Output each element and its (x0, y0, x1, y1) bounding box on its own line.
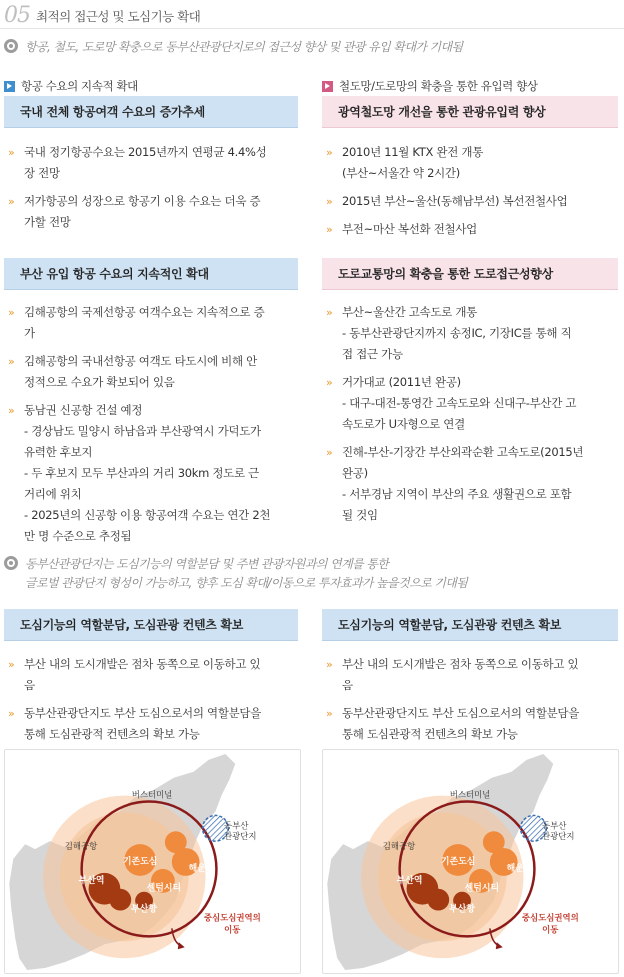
right-list-1 (322, 142, 618, 247)
busan-map-left (4, 749, 301, 974)
list-item-line: 거리에 위치 (24, 487, 82, 501)
center-shift-label-1: 중심도심권역의 (203, 912, 261, 923)
section-number: 05 (4, 3, 30, 28)
east-busan-label-1: 동부산 (224, 820, 249, 831)
shift-arrow-head (178, 942, 185, 949)
left-list-1 (4, 142, 298, 240)
list-item (4, 351, 298, 393)
list-item-line: » 동부산관광단지도 부산 도심으로서의 역할분담을 (24, 706, 262, 720)
list-item-line: » 부산 내의 도시개발은 점차 동쪽으로 이동하고 있 (24, 657, 261, 671)
gimhae-airport-label: 김해공항 (382, 841, 416, 852)
left-box-2: 부산 유입 항공 수요의 지속적인 확대 (4, 258, 298, 290)
center-shift-label-2: 이동 (542, 924, 559, 935)
left-heading-text: 항공 수요의 지속적 확대 (21, 79, 138, 93)
left-box-1: 국내 전체 항공여객 수요의 증가추세 (4, 96, 298, 128)
busan-station-label: 부산역 (396, 875, 423, 886)
list-item-line: 될 것임 (342, 508, 378, 522)
title-divider (0, 28, 624, 29)
shift-arrow-head (496, 942, 503, 949)
centum-city-label: 센텀시티 (146, 883, 182, 894)
centum-city-label: 센텀시티 (464, 883, 500, 894)
right-column-heading (322, 78, 538, 94)
list-item-line: » 동부산관광단지도 부산 도심으로서의 역할분담을 (342, 706, 580, 720)
target-icon (4, 39, 18, 53)
list-item-line: 음 (342, 678, 353, 692)
list-item (322, 654, 618, 696)
list-item-line: » 김해공항의 국내선항공 여객도 타도시에 비해 안 (24, 354, 257, 368)
list-item-line: 만 명 수준으로 추정됨 (24, 529, 132, 543)
list-item-line: 접 접근 가능 (342, 347, 403, 361)
haeundae-label: 해운대 (188, 863, 215, 874)
list-item (4, 142, 298, 184)
existing-center-label: 기존도심 (122, 856, 158, 867)
list-item-line: - 2025년의 신공항 이용 항공여객 수요는 연간 2천 (24, 508, 271, 522)
summary-1 (4, 38, 463, 57)
list-item-line: » 부산 내의 도시개발은 점차 동쪽으로 이동하고 있 (342, 657, 579, 671)
right-box-2: 도로교통망의 확충을 통한 도로접근성향상 (322, 258, 618, 290)
list-item-line: » 부전~마산 복선화 전철사업 (342, 222, 477, 236)
bottom-left-box: 도심기능의 역할분담, 도심관광 컨텐츠 확보 (4, 609, 298, 641)
list-item (322, 302, 618, 365)
list-item-line: 완공) (342, 466, 368, 480)
list-item-line: - 동부산관광단지까지 송정IC, 기장IC를 통해 직 (342, 326, 572, 340)
list-item-line: » 2010년 11월 KTX 완전 개통 (342, 145, 484, 159)
list-item (4, 191, 298, 233)
list-item-line: 음 (24, 678, 35, 692)
arrow-bullet-icon (4, 81, 15, 92)
list-item (322, 191, 618, 212)
center-shift-label-2: 이동 (224, 924, 241, 935)
list-item (322, 442, 618, 526)
list-item-line: 가 (24, 326, 35, 340)
list-item-line: 가할 전망 (24, 215, 71, 229)
section-title (4, 2, 200, 28)
right-box-1: 광역철도망 개선을 통한 관광유입력 향상 (322, 96, 618, 128)
list-item (322, 703, 618, 745)
left-list-2 (4, 302, 298, 554)
bottom-right-box: 도심기능의 역할분담, 도심관광 컨텐츠 확보 (322, 609, 618, 641)
target-icon (4, 556, 18, 570)
list-item (322, 142, 618, 184)
map-graphic (323, 750, 618, 973)
list-item (4, 400, 298, 547)
bus-terminal-label: 버스터미널 (131, 789, 173, 800)
list-item (4, 302, 298, 344)
right-list-2 (322, 302, 618, 533)
east-busan-label-2: 관광단지 (223, 831, 257, 842)
east-busan-label-1: 동부산 (542, 820, 567, 831)
summary-1-text: 항공, 철도, 도로망 확충으로 동부산관광단지로의 접근성 향상 및 관광 유입 확대가 기대됨 (25, 40, 463, 54)
summary-2 (4, 555, 467, 593)
list-item-line: 유력한 후보지 (24, 445, 93, 459)
arrow-bullet-icon (322, 81, 333, 92)
existing-center-label: 기존도심 (440, 856, 476, 867)
list-item-line: » 저가항공의 성장으로 항공기 이용 수요는 더욱 증 (24, 194, 261, 208)
center-shift-label-1: 중심도심권역의 (521, 912, 579, 923)
list-item-line: - 경상남도 밀양시 하남읍과 부산광역시 가덕도가 (24, 424, 261, 438)
list-item-line: 속도로가 U자형으로 연결 (342, 417, 465, 431)
busan-port-label: 부산항 (449, 904, 475, 915)
list-item-line: (부산~서울간 약 2시간) (342, 166, 460, 180)
east-busan-label-2: 관광단지 (541, 831, 575, 842)
list-item-line: » 진해-부산-기장간 부산외곽순환 고속도로(2015년 (342, 445, 584, 459)
list-item (4, 654, 298, 696)
list-item-line: - 두 후보지 모두 부산과의 거리 30km 정도로 근 (24, 466, 259, 480)
list-item-line: - 대구-대전-통영간 고속도로와 신대구-부산간 고 (342, 396, 577, 410)
busan-port-label: 부산항 (131, 904, 157, 915)
list-item-line: » 부산~울산간 고속도로 개통 (342, 305, 477, 319)
list-item-line: » 국내 정기항공수요는 2015년까지 연평균 4.4%성 (24, 145, 267, 159)
map-graphic (5, 750, 300, 973)
right-heading-text: 철도망/도로망의 확충을 통한 유입력 향상 (339, 79, 538, 93)
busan-station-label: 부산역 (78, 875, 105, 886)
bus-terminal-label: 버스터미널 (449, 789, 491, 800)
list-item-line: 통해 도심관광적 컨텐츠의 확보 가능 (24, 727, 200, 741)
bottom-right-list (322, 654, 618, 752)
busan-port-circle (427, 889, 449, 911)
list-item-line: » 거가대교 (2011년 완공) (342, 375, 461, 389)
list-item-line: » 김해공항의 국제선항공 여객수요는 지속적으로 증 (24, 305, 265, 319)
list-item (322, 219, 618, 240)
list-item-line: » 2015년 부산~울산(동해남부선) 복선전철사업 (342, 194, 568, 208)
list-item-line: 통해 도심관광적 컨텐츠의 확보 가능 (342, 727, 518, 741)
summary-2-line-1: 동부산관광단지는 도심기능의 역할분담 및 주변 관광자원과의 연계를 통한 (25, 557, 389, 571)
busan-port-circle (109, 889, 131, 911)
list-item (322, 372, 618, 435)
haeundae-label: 해운대 (506, 863, 533, 874)
list-item-line: 장 전망 (24, 166, 60, 180)
bottom-left-list (4, 654, 298, 752)
section-heading: 최적의 접근성 및 도심기능 확대 (36, 9, 201, 24)
summary-2-line-2: 글로벌 관광단지 형성이 가능하고, 향후 도심 확대/이동으로 투자효과가 높을것으로 기대됨 (25, 576, 468, 590)
gimhae-airport-label: 김해공항 (64, 841, 98, 852)
list-item-line: » 동남권 신공항 건설 예정 (24, 403, 143, 417)
list-item-line: 정적으로 수요가 확보되어 있음 (24, 375, 175, 389)
left-column-heading (4, 78, 138, 94)
busan-map-right (322, 749, 619, 974)
list-item-line: - 서부경남 지역이 부산의 주요 생활권으로 포함 (342, 487, 572, 501)
list-item (4, 703, 298, 745)
